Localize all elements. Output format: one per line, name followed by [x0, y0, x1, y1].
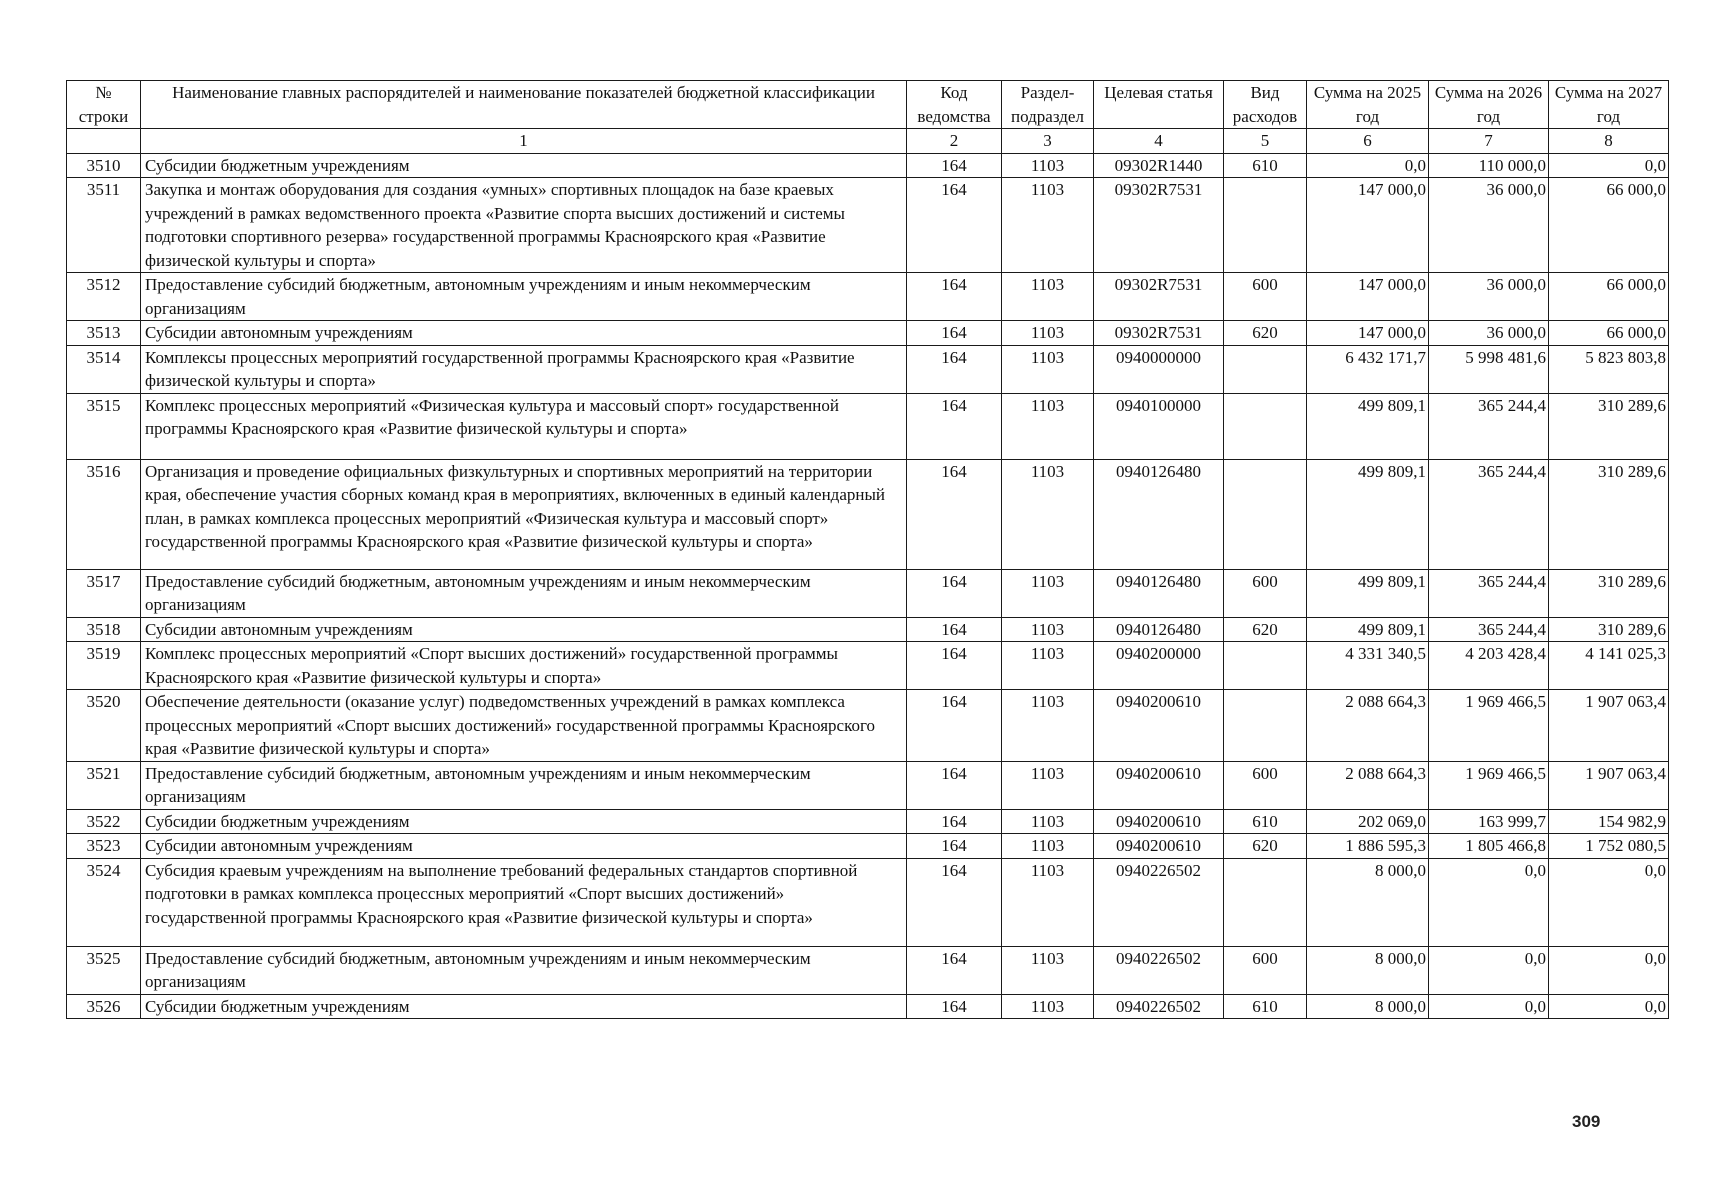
sum-2026-cell: 0,0	[1429, 858, 1549, 946]
column-number: 4	[1094, 129, 1224, 154]
name-cell: Организация и проведение официальных физкультурных и спортивных мероприятий на территории края, обеспечение участия сборных команд края в мероприятиях, включенных в единый календарный план, в рамках комплекса процессных мероприятий «Физическая культура и массовый спорт» государственной программы Красноярского края «Развитие физической культуры и спорта»	[141, 459, 907, 569]
sum-2025-cell: 499 809,1	[1307, 617, 1429, 642]
name-cell: Предоставление субсидий бюджетным, автономным учреждениям и иным некоммерческим организациям	[141, 761, 907, 809]
expense-kind-cell: 600	[1224, 946, 1307, 994]
expense-kind-cell: 600	[1224, 273, 1307, 321]
sum-2025-cell: 8 000,0	[1307, 858, 1429, 946]
name-cell: Субсидии бюджетным учреждениям	[141, 994, 907, 1019]
table-row	[67, 834, 1669, 859]
table-row	[67, 321, 1669, 346]
name-cell: Субсидии бюджетным учреждениям	[141, 809, 907, 834]
dept-code-cell: 164	[907, 809, 1002, 834]
section-cell: 1103	[1002, 946, 1094, 994]
column-number: 6	[1307, 129, 1429, 154]
sum-2027-cell: 310 289,6	[1549, 459, 1669, 569]
expense-kind-cell: 620	[1224, 834, 1307, 859]
target-article-cell: 0940200610	[1094, 834, 1224, 859]
target-article-cell: 0940200000	[1094, 642, 1224, 690]
column-number: 3	[1002, 129, 1094, 154]
table-row	[67, 642, 1669, 690]
section-cell: 1103	[1002, 994, 1094, 1019]
name-cell: Субсидии бюджетным учреждениям	[141, 153, 907, 178]
sum-2027-cell: 310 289,6	[1549, 617, 1669, 642]
dept-code-cell: 164	[907, 617, 1002, 642]
table-row	[67, 994, 1669, 1019]
column-number: 5	[1224, 129, 1307, 154]
name-cell: Субсидия краевым учреждениям на выполнение требований федеральных стандартов спортивной подготовки в рамках комплекса процессных мероприятий «Спорт высших достижений» государственной программы Красноярского края «Развитие физической культуры и спорта»	[141, 858, 907, 946]
sum-2026-cell: 5 998 481,6	[1429, 345, 1549, 393]
sum-2026-cell: 110 000,0	[1429, 153, 1549, 178]
sum-2025-cell: 147 000,0	[1307, 273, 1429, 321]
row-number-cell: 3512	[67, 273, 141, 321]
target-article-cell: 0940200610	[1094, 809, 1224, 834]
dept-code-cell: 164	[907, 946, 1002, 994]
header-sum-2026: Сумма на 2026 год	[1429, 81, 1549, 129]
table-row	[67, 690, 1669, 762]
sum-2025-cell: 202 069,0	[1307, 809, 1429, 834]
sum-2027-cell: 310 289,6	[1549, 569, 1669, 617]
row-number-cell: 3519	[67, 642, 141, 690]
sum-2026-cell: 36 000,0	[1429, 273, 1549, 321]
column-number: 2	[907, 129, 1002, 154]
row-number-cell: 3520	[67, 690, 141, 762]
table-body	[67, 153, 1669, 1019]
name-cell: Субсидии автономным учреждениям	[141, 617, 907, 642]
dept-code-cell: 164	[907, 273, 1002, 321]
row-number-cell: 3510	[67, 153, 141, 178]
budget-table	[66, 80, 1669, 1019]
dept-code-cell: 164	[907, 569, 1002, 617]
expense-kind-cell	[1224, 393, 1307, 459]
column-number: 7	[1429, 129, 1549, 154]
dept-code-cell: 164	[907, 321, 1002, 346]
target-article-cell: 0940226502	[1094, 946, 1224, 994]
name-cell: Предоставление субсидий бюджетным, автономным учреждениям и иным некоммерческим организациям	[141, 946, 907, 994]
expense-kind-cell: 620	[1224, 321, 1307, 346]
row-number-cell: 3524	[67, 858, 141, 946]
section-cell: 1103	[1002, 178, 1094, 273]
table-row	[67, 569, 1669, 617]
table-row	[67, 153, 1669, 178]
table-row	[67, 617, 1669, 642]
dept-code-cell: 164	[907, 393, 1002, 459]
header-dept-code: Код ведомства	[907, 81, 1002, 129]
sum-2025-cell: 8 000,0	[1307, 946, 1429, 994]
sum-2027-cell: 0,0	[1549, 994, 1669, 1019]
expense-kind-cell: 610	[1224, 153, 1307, 178]
target-article-cell: 0940200610	[1094, 761, 1224, 809]
table-row	[67, 393, 1669, 459]
expense-kind-cell: 610	[1224, 994, 1307, 1019]
sum-2026-cell: 365 244,4	[1429, 569, 1549, 617]
section-cell: 1103	[1002, 642, 1094, 690]
row-number-cell: 3517	[67, 569, 141, 617]
row-number-cell: 3515	[67, 393, 141, 459]
sum-2025-cell: 499 809,1	[1307, 569, 1429, 617]
expense-kind-cell	[1224, 642, 1307, 690]
name-cell: Комплекс процессных мероприятий «Физическая культура и массовый спорт» государственной программы Красноярского края «Развитие физической культуры и спорта»	[141, 393, 907, 459]
column-number	[67, 129, 141, 154]
name-cell: Субсидии автономным учреждениям	[141, 321, 907, 346]
sum-2027-cell: 0,0	[1549, 858, 1669, 946]
row-number-cell: 3516	[67, 459, 141, 569]
sum-2025-cell: 1 886 595,3	[1307, 834, 1429, 859]
target-article-cell: 0940100000	[1094, 393, 1224, 459]
sum-2027-cell: 66 000,0	[1549, 273, 1669, 321]
table-row	[67, 946, 1669, 994]
name-cell: Предоставление субсидий бюджетным, автономным учреждениям и иным некоммерческим организациям	[141, 569, 907, 617]
target-article-cell: 09302R1440	[1094, 153, 1224, 178]
sum-2026-cell: 365 244,4	[1429, 617, 1549, 642]
header-target-article: Целевая статья	[1094, 81, 1224, 129]
target-article-cell: 0940226502	[1094, 994, 1224, 1019]
column-number: 8	[1549, 129, 1669, 154]
target-article-cell: 0940200610	[1094, 690, 1224, 762]
sum-2027-cell: 5 823 803,8	[1549, 345, 1669, 393]
dept-code-cell: 164	[907, 690, 1002, 762]
sum-2027-cell: 1 907 063,4	[1549, 761, 1669, 809]
row-number-cell: 3523	[67, 834, 141, 859]
row-number-cell: 3511	[67, 178, 141, 273]
sum-2027-cell: 1 907 063,4	[1549, 690, 1669, 762]
section-cell: 1103	[1002, 273, 1094, 321]
row-number-cell: 3522	[67, 809, 141, 834]
sum-2025-cell: 4 331 340,5	[1307, 642, 1429, 690]
sum-2027-cell: 4 141 025,3	[1549, 642, 1669, 690]
header-name: Наименование главных распорядителей и наименование показателей бюджетной классификации	[141, 81, 907, 129]
sum-2026-cell: 0,0	[1429, 994, 1549, 1019]
name-cell: Предоставление субсидий бюджетным, автономным учреждениям и иным некоммерческим организациям	[141, 273, 907, 321]
header-section: Раздел-подраздел	[1002, 81, 1094, 129]
sum-2026-cell: 1 805 466,8	[1429, 834, 1549, 859]
header-sum-2025: Сумма на 2025 год	[1307, 81, 1429, 129]
section-cell: 1103	[1002, 617, 1094, 642]
sum-2025-cell: 0,0	[1307, 153, 1429, 178]
sum-2026-cell: 365 244,4	[1429, 393, 1549, 459]
expense-kind-cell	[1224, 459, 1307, 569]
section-cell: 1103	[1002, 858, 1094, 946]
target-article-cell: 0940226502	[1094, 858, 1224, 946]
sum-2025-cell: 499 809,1	[1307, 393, 1429, 459]
name-cell: Закупка и монтаж оборудования для создания «умных» спортивных площадок на базе краевых учреждений в рамках ведомственного проекта «Развитие спорта высших достижений и системы подготовки спортивного резерва» государственной программы Красноярского края «Развитие физической культуры и спорта»	[141, 178, 907, 273]
table-row	[67, 345, 1669, 393]
section-cell: 1103	[1002, 459, 1094, 569]
sum-2026-cell: 0,0	[1429, 946, 1549, 994]
section-cell: 1103	[1002, 393, 1094, 459]
sum-2025-cell: 2 088 664,3	[1307, 761, 1429, 809]
sum-2027-cell: 66 000,0	[1549, 321, 1669, 346]
expense-kind-cell: 610	[1224, 809, 1307, 834]
page-number: 309	[1572, 1112, 1601, 1131]
target-article-cell: 09302R7531	[1094, 178, 1224, 273]
sum-2025-cell: 147 000,0	[1307, 321, 1429, 346]
sum-2027-cell: 66 000,0	[1549, 178, 1669, 273]
sum-2027-cell: 1 752 080,5	[1549, 834, 1669, 859]
dept-code-cell: 164	[907, 858, 1002, 946]
target-article-cell: 0940126480	[1094, 617, 1224, 642]
section-cell: 1103	[1002, 569, 1094, 617]
expense-kind-cell: 620	[1224, 617, 1307, 642]
target-article-cell: 09302R7531	[1094, 273, 1224, 321]
expense-kind-cell	[1224, 178, 1307, 273]
sum-2027-cell: 0,0	[1549, 153, 1669, 178]
target-article-cell: 0940000000	[1094, 345, 1224, 393]
name-cell: Обеспечение деятельности (оказание услуг) подведомственных учреждений в рамках комплекса процессных мероприятий «Спорт высших достижений» государственной программы Красноярского края «Развитие физической культуры и спорта»	[141, 690, 907, 762]
sum-2025-cell: 147 000,0	[1307, 178, 1429, 273]
sum-2027-cell: 310 289,6	[1549, 393, 1669, 459]
sum-2027-cell: 154 982,9	[1549, 809, 1669, 834]
dept-code-cell: 164	[907, 178, 1002, 273]
row-number-cell: 3521	[67, 761, 141, 809]
table-row	[67, 858, 1669, 946]
target-article-cell: 0940126480	[1094, 569, 1224, 617]
column-number: 1	[141, 129, 907, 154]
column-number-row	[67, 129, 1669, 154]
target-article-cell: 09302R7531	[1094, 321, 1224, 346]
dept-code-cell: 164	[907, 834, 1002, 859]
expense-kind-cell: 600	[1224, 569, 1307, 617]
dept-code-cell: 164	[907, 994, 1002, 1019]
header-row	[67, 81, 1669, 129]
section-cell: 1103	[1002, 809, 1094, 834]
sum-2026-cell: 1 969 466,5	[1429, 690, 1549, 762]
sum-2027-cell: 0,0	[1549, 946, 1669, 994]
table-row	[67, 459, 1669, 569]
header-sum-2027: Сумма на 2027 год	[1549, 81, 1669, 129]
section-cell: 1103	[1002, 761, 1094, 809]
dept-code-cell: 164	[907, 642, 1002, 690]
sum-2025-cell: 6 432 171,7	[1307, 345, 1429, 393]
header-row-number: № строки	[67, 81, 141, 129]
name-cell: Комплексы процессных мероприятий государственной программы Красноярского края «Развитие физической культуры и спорта»	[141, 345, 907, 393]
sum-2026-cell: 1 969 466,5	[1429, 761, 1549, 809]
section-cell: 1103	[1002, 153, 1094, 178]
dept-code-cell: 164	[907, 459, 1002, 569]
sum-2025-cell: 2 088 664,3	[1307, 690, 1429, 762]
dept-code-cell: 164	[907, 345, 1002, 393]
header-expense-kind: Вид расходов	[1224, 81, 1307, 129]
name-cell: Комплекс процессных мероприятий «Спорт высших достижений» государственной программы Красноярского края «Развитие физической культуры и спорта»	[141, 642, 907, 690]
row-number-cell: 3514	[67, 345, 141, 393]
sum-2025-cell: 499 809,1	[1307, 459, 1429, 569]
row-number-cell: 3525	[67, 946, 141, 994]
sum-2026-cell: 36 000,0	[1429, 321, 1549, 346]
expense-kind-cell	[1224, 345, 1307, 393]
expense-kind-cell	[1224, 858, 1307, 946]
name-cell: Субсидии автономным учреждениям	[141, 834, 907, 859]
sum-2026-cell: 36 000,0	[1429, 178, 1549, 273]
expense-kind-cell	[1224, 690, 1307, 762]
sum-2026-cell: 365 244,4	[1429, 459, 1549, 569]
table-row	[67, 761, 1669, 809]
dept-code-cell: 164	[907, 761, 1002, 809]
row-number-cell: 3518	[67, 617, 141, 642]
row-number-cell: 3513	[67, 321, 141, 346]
sum-2025-cell: 8 000,0	[1307, 994, 1429, 1019]
section-cell: 1103	[1002, 834, 1094, 859]
row-number-cell: 3526	[67, 994, 141, 1019]
expense-kind-cell: 600	[1224, 761, 1307, 809]
target-article-cell: 0940126480	[1094, 459, 1224, 569]
sum-2026-cell: 163 999,7	[1429, 809, 1549, 834]
section-cell: 1103	[1002, 345, 1094, 393]
table-row	[67, 178, 1669, 273]
dept-code-cell: 164	[907, 153, 1002, 178]
table-row	[67, 273, 1669, 321]
sum-2026-cell: 4 203 428,4	[1429, 642, 1549, 690]
section-cell: 1103	[1002, 690, 1094, 762]
section-cell: 1103	[1002, 321, 1094, 346]
table-row	[67, 809, 1669, 834]
